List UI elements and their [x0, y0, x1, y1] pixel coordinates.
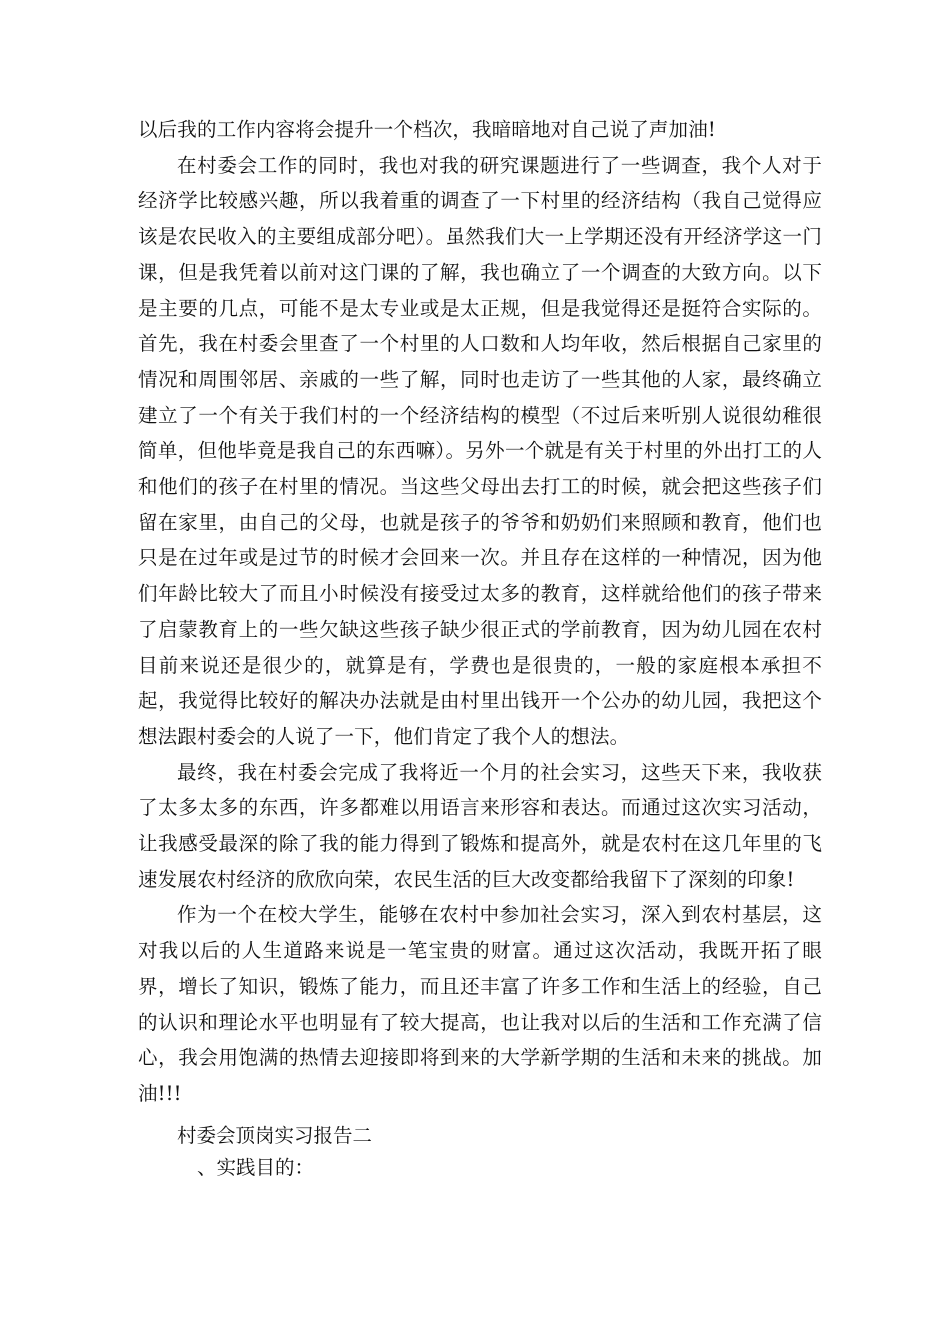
- sub-heading: 、实践目的：: [197, 1156, 315, 1179]
- section-heading: 村委会顶岗实习报告二: [177, 1124, 373, 1147]
- paragraph-conclusion: 最终，我在村委会完成了我将近一个月的社会实习，这些天下来，我收获了太多太多的东西，许多都难以用语言来形容和表达。而通过这次实习活动，让我感受最深的除了我的能力得到了锻炼和提高外，就是农村在这几年里的飞速发展农村经济的欣欣向荣，农民生活的巨大改变都给我留下了深刻的印象!: [138, 760, 822, 891]
- paragraph-research: 在村委会工作的同时，我也对我的研究课题进行了一些调查，我个人对于经济学比较感兴趣，所以我着重的调查了一下村里的经济结构（我自己觉得应该是农民收入的主要组成部分吧）。虽然我们大一上学期还没有开经济学这一门课，但是我凭着以前对这门课的了解，我也确立了一个调查的大致方向。以下是主要的几点，可能不是太专业或是太正规，但是我觉得还是挺符合实际的。首先，我在村委会里查了一个村里的人口数和人均年收，然后根据自己家里的情况和周围邻居、亲戚的一些了解，同时也走访了一些其他的人家，最终确立建立了一个有关于我们村的一个经济结构的模型（不过后来听别人说很幼稚很简单，但他毕竟是我自己的东西嘛）。另外一个就是有关于村里的外出打工的人和他们的孩子在村里的情况。当这些父母出去打工的时候，就会把这些孩子们留在家里，由自己的父母，也就是孩子的爷爷和奶奶们来照顾和教育，他们也只是在过年或是过节的时候才会回来一次。并且存在这样的一种情况，因为他们年龄比较大了而且小时候没有接受过太多的教育，这样就给他们的孩子带来了启蒙教育上的一些欠缺这些孩子缺少很正式的学前教育，因为幼儿园在农村目前来说还是很少的，就算是有，学费也是很贵的，一般的家庭根本承担不起，我觉得比较好的解决办法就是由村里出钱开一个公办的幼儿园，我把这个想法跟村委会的人说了一下，他们肯定了我个人的想法。: [138, 153, 822, 748]
- paragraph-reflection: 作为一个在校大学生，能够在农村中参加社会实习，深入到农村基层，这对我以后的人生道路来说是一笔宝贵的财富。通过这次活动，我既开拓了眼界，增长了知识，锻炼了能力，而且还丰富了许多工作和生活上的经验，自己的认识和理论水平也明显有了较大提高，也让我对以后的生活和工作充满了信心，我会用饱满的热情去迎接即将到来的大学新学期的生活和未来的挑战。加油!!!: [138, 903, 822, 1105]
- document-body: [138, 112, 822, 1112]
- paragraph-continuation: 以后我的工作内容将会提升一个档次，我暗暗地对自己说了声加油!: [138, 118, 716, 141]
